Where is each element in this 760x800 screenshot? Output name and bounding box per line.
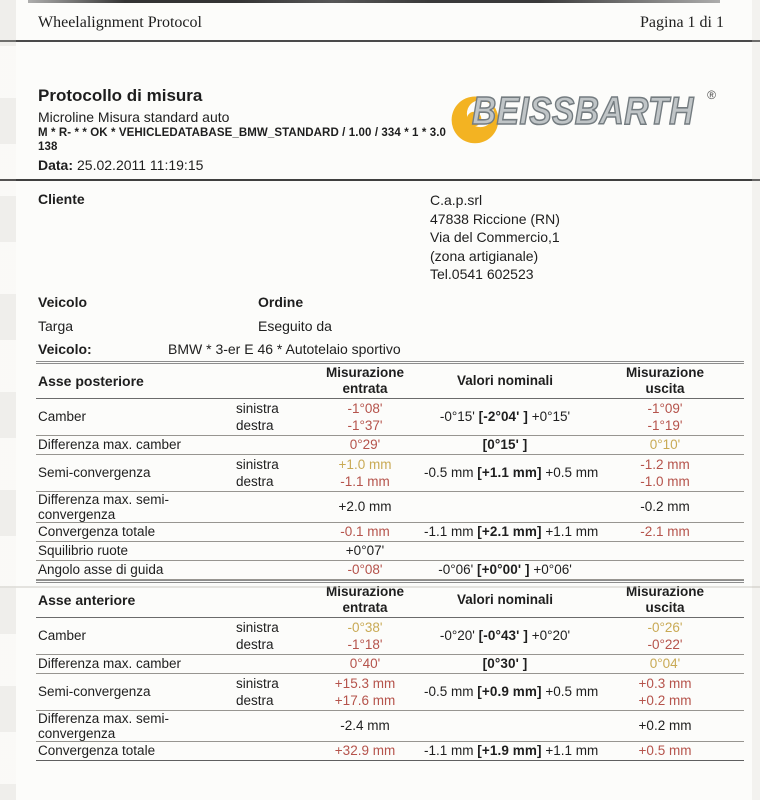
column-header-nominali: Valori nominali [456, 591, 554, 607]
nominal-value: -1.1 mm [+2.1 mm] +1.1 mm [424, 524, 599, 539]
column-header-nominali: Valori nominali [456, 372, 554, 388]
table-row: Differenza max. camber 0°40' [0°30' ] 0°04' [36, 655, 744, 674]
client-phone: Tel.0541 602523 [430, 266, 534, 282]
entrata-value: -0°38' -1°18' [347, 619, 383, 652]
entrata-value: -2.4 mm [340, 718, 390, 733]
uscita-value: +0.3 mm +0.2 mm [638, 675, 692, 708]
nominal-value: [0°30' ] [482, 656, 528, 671]
veicolo-value-label: Veicolo: [38, 340, 92, 357]
page-header [0, 0, 760, 32]
column-header-entrata: Misurazione entrata [325, 583, 404, 615]
table-row: Convergenza totale +32.9 mm -1.1 mm [+1.9 mm] +1.1 mm +0.5 mm [36, 742, 744, 761]
nominal-value: [0°15' ] [482, 437, 528, 452]
alignment-table-front [36, 580, 744, 761]
nominal-value: -0.5 mm [+1.1 mm] +0.5 mm [424, 465, 599, 480]
column-header-entrata: Misurazione entrata [325, 364, 404, 396]
uscita-value: -1.2 mm -1.0 mm [640, 456, 690, 489]
beissbarth-logo [410, 88, 720, 150]
protocol-date [38, 157, 760, 173]
uscita-value: 0°04' [649, 656, 681, 671]
client-street: Via del Commercio,1 [430, 229, 560, 245]
table-row: Squilibrio ruote +0°07' [36, 542, 744, 561]
client-city: 47838 Riccione (RN) [430, 210, 560, 227]
table-row: Convergenza totale -0.1 mm -1.1 mm [+2.1 mm] +1.1 mm -2.1 mm [36, 523, 744, 542]
uscita-value: +0.2 mm [638, 718, 692, 733]
table-header-row [36, 364, 744, 399]
client-name: C.a.p.srl [430, 192, 483, 208]
protocol-config-line: M * R- * * OK * VEHICLEDATABASE_BMW_STANDARD / 1.00 / 334 * 1 * 3.0 [38, 127, 447, 139]
entrata-value: +32.9 mm [334, 743, 396, 758]
vehicle-section [0, 294, 760, 357]
targa-label: Targa [38, 317, 74, 334]
ordine-label: Ordine [258, 293, 304, 310]
nominal-value: -0.5 mm [+0.9 mm] +0.5 mm [424, 684, 599, 699]
client-zone: (zona artigianale) [430, 247, 539, 264]
table-row: Semi-convergenza sinistra destra +1.0 mm -1.1 mm -0.5 mm [+1.1 mm] +0.5 mm -1.2 mm -1.0 mm [36, 455, 744, 492]
table-row: Angolo asse di guida -0°08' -0°06' [+0°00' ] +0°06' [36, 561, 744, 580]
nominal-value: -0°06' [+0°00' ] +0°06' [438, 562, 572, 577]
uscita-value: -0°26' -0°22' [647, 619, 683, 652]
scan-artifact-top [28, 0, 720, 3]
nominal-value: -0°20' [-0°43' ] +0°20' [439, 628, 571, 643]
table-row: Differenza max. semi-convergenza -2.4 mm +0.2 mm [36, 711, 744, 742]
entrata-value: -0°08' [347, 562, 383, 577]
uscita-value: -0.2 mm [640, 499, 690, 514]
entrata-value: -1°08' -1°37' [347, 400, 383, 433]
uscita-value: +0.5 mm [638, 743, 692, 758]
table-row: Semi-convergenza sinistra destra +15.3 mm +17.6 mm -0.5 mm [+0.9 mm] +0.5 mm +0.3 mm +0.2 mm [36, 674, 744, 711]
header-rule [0, 40, 760, 42]
table-row: Camber sinistra destra -0°38' -1°18' -0°20' [-0°43' ] +0°20' -0°26' -0°22' [36, 618, 744, 655]
protocol-title: Protocollo di misura [38, 86, 203, 105]
client-label: Cliente [38, 191, 85, 207]
nominal-value: -0°15' [-2°04' ] +0°15' [439, 409, 571, 424]
entrata-value: +1.0 mm -1.1 mm [338, 456, 392, 489]
doc-title: Wheelalignment Protocol [38, 14, 202, 31]
veicolo-value: BMW * 3-er E 46 * Autotelaio sportivo [168, 340, 401, 357]
scan-artifact-mid-line [0, 586, 760, 588]
page-indicator: Pagina 1 di 1 [640, 14, 724, 31]
uscita-value: 0°10' [649, 437, 681, 452]
table-row: Camber sinistra destra -1°08' -1°37' -0°15' [-2°04' ] +0°15' -1°09' -1°19' [36, 399, 744, 436]
veicolo-label: Veicolo [38, 293, 88, 310]
protocol-subtitle: Microline Misura standard auto [38, 109, 230, 125]
entrata-value: -0.1 mm [340, 524, 390, 539]
nominal-value: -1.1 mm [+1.9 mm] +1.1 mm [424, 743, 599, 758]
client-address [430, 191, 560, 284]
uscita-value: -2.1 mm [640, 524, 690, 539]
table-title: Asse posteriore [38, 372, 144, 389]
protocol-header [0, 86, 760, 174]
client-section [0, 181, 760, 284]
entrata-value: 0°40' [349, 656, 381, 671]
table-title: Asse anteriore [38, 591, 136, 608]
alignment-table-rear [36, 361, 744, 580]
beissbarth-wordmark: BEISSBARTH [472, 90, 694, 133]
entrata-value: +15.3 mm +17.6 mm [334, 675, 396, 708]
entrata-value: +2.0 mm [338, 499, 392, 514]
uscita-value: -1°09' -1°19' [647, 400, 683, 433]
column-header-uscita: Misurazione uscita [625, 583, 704, 615]
eseguito-da-label: Eseguito da [258, 317, 332, 334]
entrata-value: 0°29' [349, 437, 381, 452]
entrata-value: +0°07' [345, 543, 385, 558]
table-row: Differenza max. camber 0°29' [0°15' ] 0°10' [36, 436, 744, 455]
date-value: 25.02.2011 11:19:15 [77, 157, 204, 173]
registered-trademark-icon: ® [707, 88, 716, 102]
column-header-uscita: Misurazione uscita [625, 364, 704, 396]
date-label: Data: [38, 157, 74, 173]
table-row: Differenza max. semi-convergenza +2.0 mm -0.2 mm [36, 492, 744, 523]
protocol-config-line-2: 138 [38, 141, 58, 153]
